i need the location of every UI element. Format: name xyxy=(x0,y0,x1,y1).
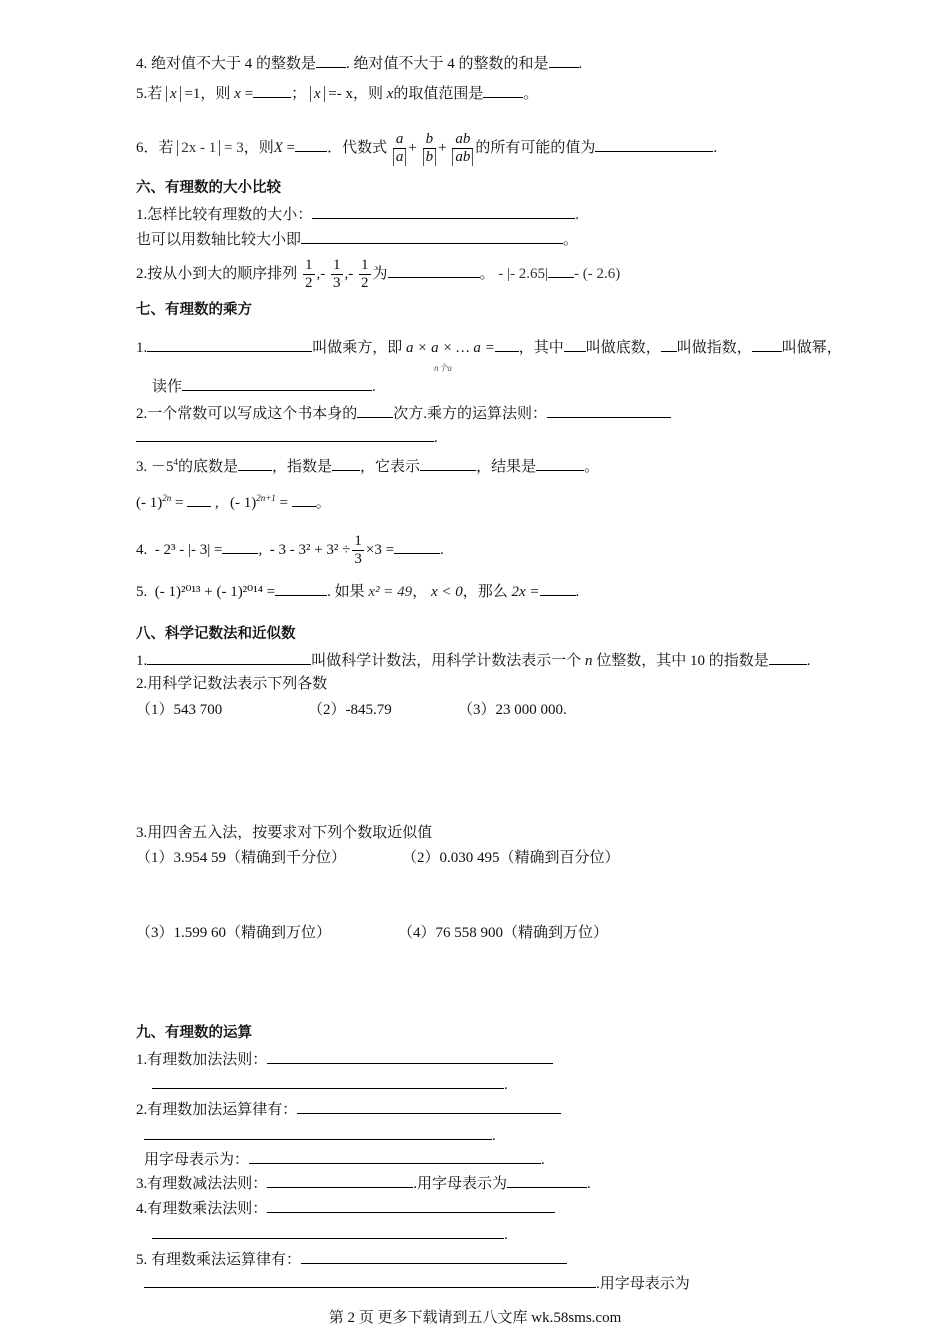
s9-q2: 2.有理数加法运算律有： xyxy=(136,1098,561,1120)
q4-line: 4. 绝对值不大于 4 的整数是 . 绝对值不大于 4 的整数的和是 . xyxy=(136,52,582,74)
s6-q1: 1.怎样比较有理数的大小： . xyxy=(136,203,579,225)
blank[interactable] xyxy=(548,262,574,278)
s9-q4b: . xyxy=(152,1223,508,1245)
section-8-title: 八、科学记数法和近似数 xyxy=(136,626,296,642)
blank[interactable] xyxy=(394,538,440,554)
s8-q3-item4: （4）76 558 900（精确到万位） xyxy=(398,925,609,941)
blank[interactable] xyxy=(136,426,434,442)
blank[interactable] xyxy=(495,336,519,352)
s9-q2c: 用字母表示为： . xyxy=(144,1148,545,1170)
blank[interactable] xyxy=(238,455,272,471)
blank[interactable] xyxy=(388,262,480,278)
q5-line: 5.若 x =1，则 x = ； x =- x，则 x的取值范围是 。 xyxy=(136,82,538,104)
blank[interactable] xyxy=(547,402,671,418)
section-6-title: 六、有理数的大小比较 xyxy=(136,180,281,196)
blank[interactable] xyxy=(275,580,327,596)
blank[interactable] xyxy=(357,402,393,418)
blank[interactable] xyxy=(332,455,360,471)
blank[interactable] xyxy=(297,1098,561,1114)
s8-q3-item1: （1）3.954 59（精确到千分位） xyxy=(136,850,347,866)
s9-q5: 5. 有理数乘法运算律有： xyxy=(136,1248,567,1270)
s9-q2b: . xyxy=(144,1124,496,1146)
s8-q2-item3: （3）23 000 000. xyxy=(458,702,567,718)
s7-q1b: 读作 . xyxy=(152,375,376,397)
blank[interactable] xyxy=(267,1172,413,1188)
blank[interactable] xyxy=(752,336,782,352)
s8-q3-item3: （3）1.599 60（精确到万位） xyxy=(136,925,332,941)
s8-q3-item2: （2）0.030 495（精确到百分位） xyxy=(402,850,620,866)
s7-q2b: . xyxy=(136,426,438,448)
s7-q5: 5. (- 1)²⁰¹³ + (- 1)²⁰¹⁴ = . 如果 x² = 49， x < 0，那么 2x = . xyxy=(136,578,579,606)
blank[interactable] xyxy=(152,1223,504,1239)
frac-ab: $\frac{ab}{ab}$ xyxy=(452,131,473,166)
blank[interactable] xyxy=(549,52,579,68)
q6-line: 6．若 2x - 1 = 3，则X = ．代数式 $\frac{a}{a}$ + $\frac{b}{b}$ + $\frac{ab}{ab}$ 的所有可能的值为 . xyxy=(136,131,718,166)
frac-b: $\frac{b}{b}$ xyxy=(423,131,437,166)
s8-q1: 1. 叫做科学计数法，用科学计数法表示一个 n 位整数，其中 10 的指数是 . xyxy=(136,649,811,671)
s9-q1b: . xyxy=(152,1073,508,1095)
blank[interactable] xyxy=(267,1197,555,1213)
blank[interactable] xyxy=(267,1048,553,1064)
blank[interactable] xyxy=(187,491,211,507)
blank[interactable] xyxy=(292,491,316,507)
s8-q2: 2.用科学记数法表示下列各数 xyxy=(136,676,328,692)
s9-q1: 1.有理数加法法则： xyxy=(136,1048,553,1070)
s6-q2: 2.按从小到大的顺序排列 $\frac{1}{2}$ ,- $\frac{1}{3}$ ,- $\frac{1}{2}$ 为 。 - |- 2.65| - (- 2.6) xyxy=(136,257,621,292)
blank[interactable] xyxy=(144,1272,596,1288)
s8-q3: 3.用四舍五入法，按要求对下列个数取近似值 xyxy=(136,825,433,841)
blank[interactable] xyxy=(222,538,258,554)
blank[interactable] xyxy=(312,203,575,219)
blank[interactable] xyxy=(147,649,311,665)
blank[interactable] xyxy=(301,1248,567,1264)
blank[interactable] xyxy=(253,82,291,98)
blank[interactable] xyxy=(249,1148,541,1164)
blank[interactable] xyxy=(769,649,807,665)
s9-q5b: .用字母表示为 xyxy=(144,1272,690,1294)
s7-q1: 1. 叫做乘方，即 a × a × … a = n个a ，其中 叫做底数， 叫做指数， 叫做幂， xyxy=(136,336,842,358)
blank[interactable] xyxy=(536,455,584,471)
s6-q1b: 也可以用数轴比较大小即 。 xyxy=(136,228,578,250)
s8-q2-item1: （1）543 700 xyxy=(136,702,223,718)
blank[interactable] xyxy=(483,82,523,98)
blank[interactable] xyxy=(182,375,372,391)
section-9-title: 九、有理数的运算 xyxy=(136,1025,252,1041)
s9-q3: 3.有理数减法法则： .用字母表示为 . xyxy=(136,1172,591,1194)
blank[interactable] xyxy=(420,455,476,471)
s7-powers: (- 1)$^{2n}$ = , (- 1)$^{2n+1}$ = 。 xyxy=(136,493,331,511)
blank[interactable] xyxy=(507,1172,587,1188)
blank[interactable] xyxy=(301,228,563,244)
blank[interactable] xyxy=(295,136,327,152)
blank[interactable] xyxy=(147,336,312,352)
s7-q4: 4. - 2³ - |- 3| = , - 3 - 3² + 3² ÷ $\frac{1}{3}$ ×3 = . xyxy=(136,533,444,568)
blank[interactable] xyxy=(144,1124,492,1140)
section-7-title: 七、有理数的乘方 xyxy=(136,302,252,318)
s7-q2: 2.一个常数可以写成这个书本身的 次方.乘方的运算法则： xyxy=(136,402,671,424)
blank[interactable] xyxy=(595,136,713,152)
s9-q4: 4.有理数乘法法则： xyxy=(136,1197,555,1219)
blank[interactable] xyxy=(316,52,346,68)
blank[interactable] xyxy=(540,580,576,596)
page-footer: 第 2 页 更多下载请到五八文库 wk.58sms.com xyxy=(328,1310,622,1326)
blank[interactable] xyxy=(152,1073,504,1089)
blank[interactable] xyxy=(661,336,677,352)
blank[interactable] xyxy=(564,336,586,352)
s7-q3: 3. $-5^4$的底数是 ，指数是 ，它表示 ，结果是 。 xyxy=(136,457,600,475)
s8-q2-item2: （2）-845.79 xyxy=(308,702,392,718)
frac-a: $\frac{a}{a}$ xyxy=(393,131,407,166)
